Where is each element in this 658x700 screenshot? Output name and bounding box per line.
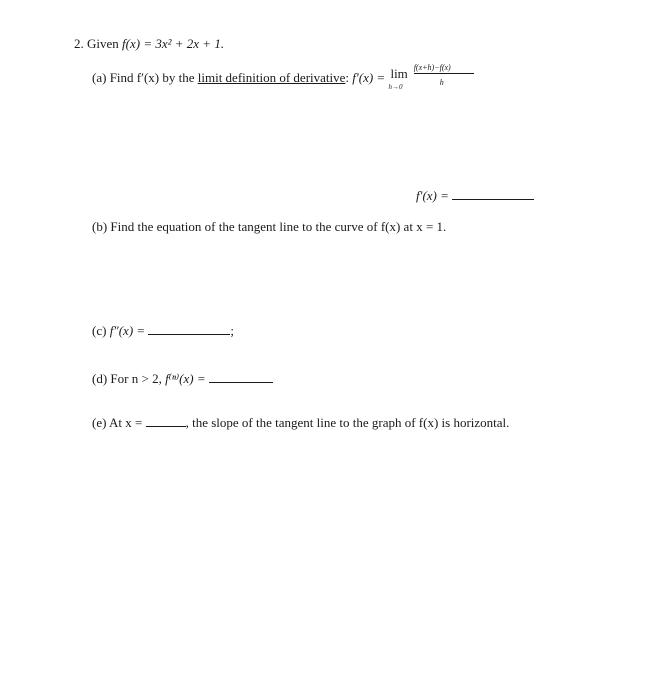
- part-e-suffix: , the slope of the tangent line to the graph of f(x) is horizontal.: [185, 415, 510, 430]
- part-a-text: Find f′(x) by the: [109, 70, 195, 85]
- part-d-label: (d): [92, 371, 108, 386]
- part-d-text: For n > 2,: [110, 371, 162, 386]
- part-e-label: (e): [92, 415, 107, 430]
- part-a-question: [92, 63, 476, 91]
- part-a-answer-blank[interactable]: [452, 188, 534, 200]
- part-c-answer-blank[interactable]: [148, 323, 230, 335]
- part-c-question: [92, 323, 234, 339]
- limit-definition-link[interactable]: limit definition of derivative: [197, 70, 346, 85]
- limit-operator: [388, 66, 410, 91]
- part-a-label: (a): [92, 70, 107, 85]
- part-e-answer-blank[interactable]: [146, 415, 186, 427]
- quotient-denominator: h: [439, 78, 444, 87]
- part-a-lhs: f′(x) =: [352, 70, 386, 85]
- fraction-bar: [414, 73, 474, 74]
- limit-word: lim: [390, 66, 408, 81]
- part-d-expr: f⁽ⁿ⁾(x) =: [165, 371, 206, 386]
- part-b-question: [92, 219, 446, 235]
- difference-quotient: [413, 63, 476, 87]
- problem-number: 2.: [74, 36, 84, 51]
- part-e-question: [92, 415, 509, 431]
- part-e-prefix: At x =: [108, 415, 143, 430]
- part-d-answer-blank[interactable]: [209, 371, 273, 383]
- part-b-label: (b): [92, 219, 108, 234]
- quotient-numerator: f(x+h)−f(x): [413, 63, 451, 72]
- part-b-text: Find the equation of the tangent line to the curve of f(x) at x = 1.: [110, 219, 447, 234]
- part-a-answer: [416, 188, 534, 204]
- problem-header: [74, 36, 224, 52]
- part-c-label: (c): [92, 323, 107, 338]
- part-a-colon: :: [345, 70, 350, 85]
- part-c-tail: ;: [230, 323, 235, 338]
- given-expression: f(x) = 3x² + 2x + 1.: [122, 36, 225, 51]
- part-d-question: [92, 371, 273, 387]
- limit-subscript: h→0: [388, 83, 403, 91]
- given-label: Given: [87, 36, 119, 51]
- part-a-answer-label: f′(x) =: [416, 188, 449, 203]
- part-c-expr: f″(x) =: [109, 323, 146, 338]
